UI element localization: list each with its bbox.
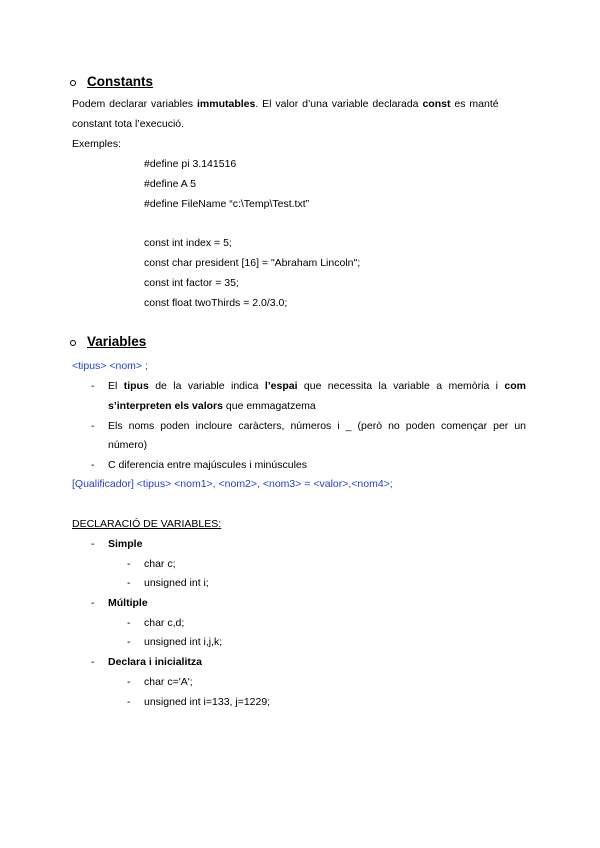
dash-bullet: -	[91, 420, 95, 432]
constants-intro-line1: Podem declarar variables immutables. El valor d’una variable declarada const es manté	[72, 98, 499, 110]
circle-bullet-icon	[70, 340, 76, 346]
dash-bullet: -	[91, 656, 95, 668]
define-line: #define FileName “c:\Temp\Test.txt”	[144, 198, 310, 210]
code-item: unsigned int i=133, j=1229;	[144, 696, 271, 708]
noms-bullet-line1: Els noms poden incloure caràcters, números i _ (però no poden començar per un	[108, 420, 526, 432]
variable-syntax: <tipus> <nom> ;	[72, 360, 148, 372]
noms-bullet-line2: número)	[108, 439, 148, 451]
const-line: const int factor = 35;	[144, 277, 239, 289]
dash-bullet: -	[91, 538, 95, 550]
const-line: const float twoThirds = 2.0/3.0;	[144, 297, 288, 309]
dash-bullet: -	[127, 636, 131, 648]
tipus-bullet-line1: El tipus de la variable indica l’espai que necessita la variable a memòria i com	[108, 380, 526, 392]
tipus-bullet-line2: s’interpreten els valors que emmagatzema	[108, 400, 316, 412]
dash-bullet: -	[127, 558, 131, 570]
examples-label: Exemples:	[72, 138, 122, 150]
code-item: char c,d;	[144, 617, 185, 629]
group-label-declare-init: Declara i inicialitza	[108, 656, 202, 668]
define-line: #define A 5	[144, 178, 196, 190]
circle-bullet-icon	[70, 80, 76, 86]
constants-intro-line2: constant tota l’execució.	[72, 118, 185, 130]
const-line: const char president [16] = "Abraham Lincoln";	[144, 257, 361, 269]
code-item: char c;	[144, 558, 176, 570]
declaracio-heading: DECLARACIÓ DE VARIABLES:	[72, 518, 222, 530]
qualifier-syntax: [Qualificador] <tipus> <nom1>, <nom2>, <nom3> = <valor>,<nom4>;	[72, 478, 393, 490]
dash-bullet: -	[91, 459, 95, 471]
dash-bullet: -	[127, 617, 131, 629]
code-item: char c='A';	[144, 676, 193, 688]
case-bullet: C diferencia entre majúscules i minúscules	[108, 459, 308, 471]
dash-bullet: -	[91, 597, 95, 609]
dash-bullet: -	[127, 577, 131, 589]
dash-bullet: -	[127, 696, 131, 708]
variables-heading: Variables	[87, 334, 147, 349]
group-label-multiple: Múltiple	[108, 597, 148, 609]
define-line: #define pi 3.141516	[144, 158, 237, 170]
constants-heading: Constants	[87, 74, 154, 89]
dash-bullet: -	[127, 676, 131, 688]
group-label-simple: Simple	[108, 538, 143, 550]
dash-bullet: -	[91, 380, 95, 392]
code-item: unsigned int i;	[144, 577, 209, 589]
const-line: const int index = 5;	[144, 237, 232, 249]
code-item: unsigned int i,j,k;	[144, 636, 223, 648]
